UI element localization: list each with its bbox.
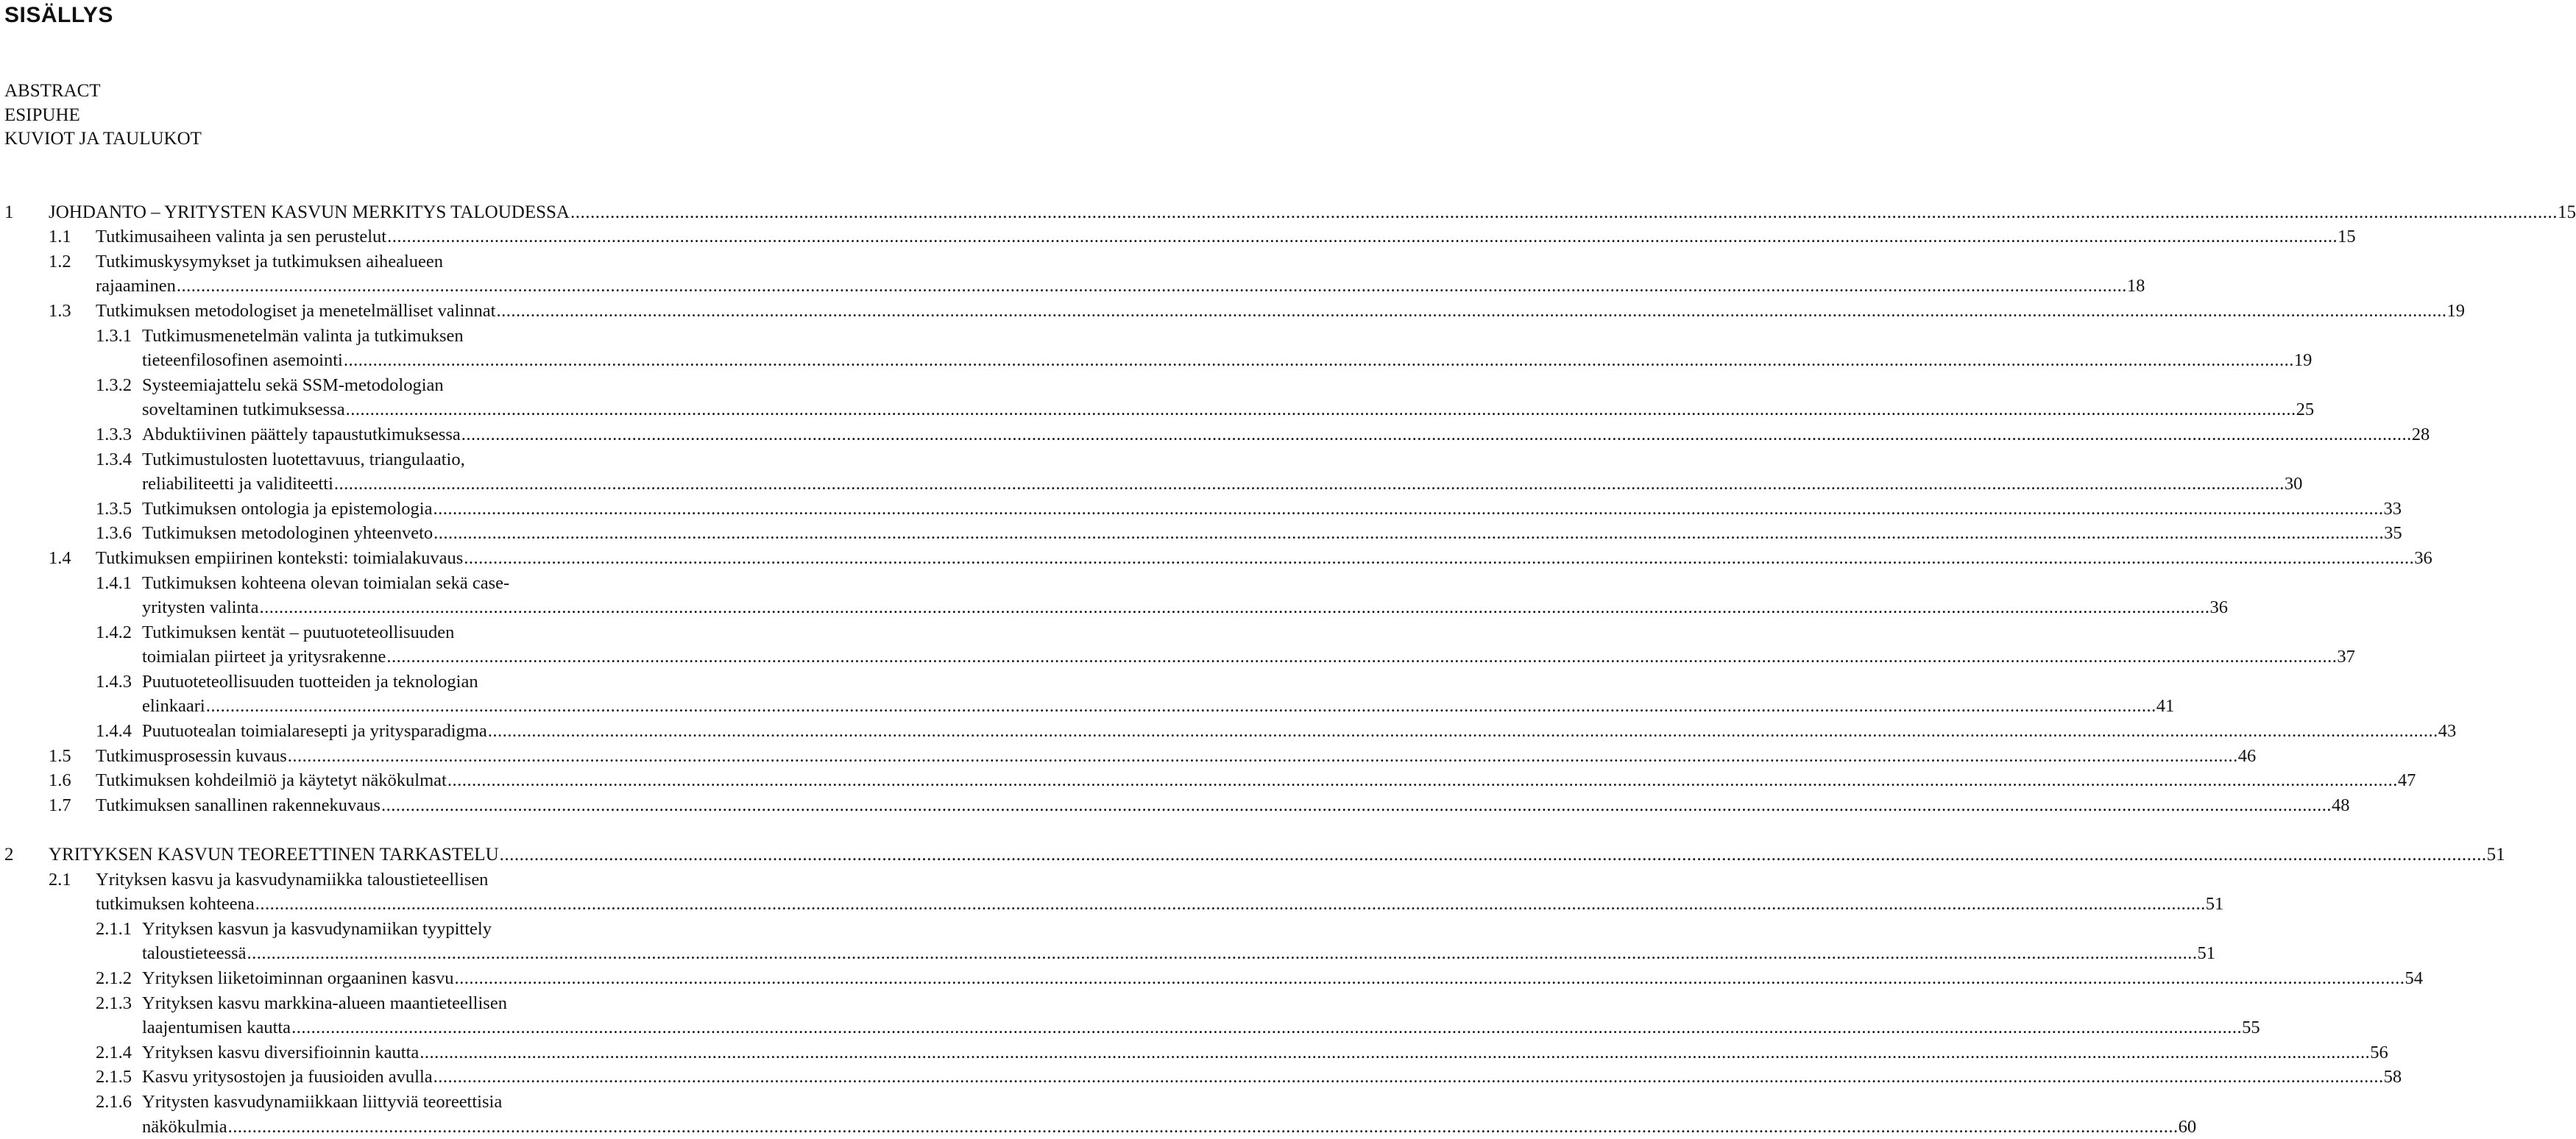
toc-entry-body xyxy=(142,324,2313,373)
dot-leader: ................................................................................................................................................................................................................................................................................................................................................................................................................ xyxy=(345,400,2296,420)
toc-entry[interactable] xyxy=(0,744,2257,769)
toc-entry-body xyxy=(142,447,2303,497)
toc-entry-page-number: 47 xyxy=(2397,770,2416,791)
toc-entry-number: 1.3.3 xyxy=(96,424,132,444)
toc-entry-title-line: reliabiliteetti ja validiteetti xyxy=(142,474,333,494)
toc-entry-page-number: 54 xyxy=(2405,968,2423,988)
toc-entry-page-number: 51 xyxy=(2197,943,2216,964)
toc-entry[interactable] xyxy=(0,842,2505,867)
front-matter-list xyxy=(4,79,202,152)
dot-leader: ................................................................................................................................................................................................................................................................................................................................................................................................................ xyxy=(205,696,2156,717)
toc-entry-body xyxy=(96,793,2350,818)
toc-entry-body xyxy=(142,966,2423,991)
toc-entry-title-line: Tutkimusmenetelmän valinta ja tutkimuksen xyxy=(142,325,464,346)
toc-entry[interactable] xyxy=(0,1065,2402,1090)
toc-entry-title-line: Tutkimuskysymykset ja tutkimuksen aihealueen xyxy=(96,251,444,272)
toc-entry-page-number: 56 xyxy=(2370,1042,2388,1062)
toc-entry-title-line: Tutkimuksen empiirinen konteksti: toimialakuvaus xyxy=(96,547,464,568)
toc-entry-body xyxy=(96,249,2145,299)
toc-entry-page-number: 60 xyxy=(2178,1116,2197,1137)
toc-entry-last-line xyxy=(142,645,2355,670)
toc-entry-last-line xyxy=(49,200,2576,225)
toc-entry-number: 2.1.1 xyxy=(96,918,132,939)
toc-entry-title-line: Yrityksen kasvu markkina-alueen maantieteellisen xyxy=(142,993,507,1013)
dot-leader: ................................................................................................................................................................................................................................................................................................................................................................................................................ xyxy=(433,1067,2384,1087)
dot-leader: ................................................................................................................................................................................................................................................................................................................................................................................................................ xyxy=(499,845,2487,865)
toc-entry-last-line xyxy=(96,892,2224,917)
toc-entry[interactable] xyxy=(0,521,2402,546)
toc-entry-page-number: 43 xyxy=(2438,721,2457,742)
toc-entry-title-line: taloustieteessä xyxy=(142,943,247,964)
toc-entry-page-number: 55 xyxy=(2242,1018,2260,1038)
dot-leader: ................................................................................................................................................................................................................................................................................................................................................................................................................ xyxy=(570,202,2558,222)
toc-entry-title-line: Yrityksen liiketoiminnan orgaaninen kasvu xyxy=(142,968,454,988)
toc-entry-page-number: 19 xyxy=(2446,300,2465,321)
toc-entry-body xyxy=(142,1065,2402,1090)
toc-entry-number: 1.3.5 xyxy=(96,498,132,519)
toc-entry-title-line: Tutkimuksen sanallinen rakennekuvaus xyxy=(96,795,381,815)
toc-entry-body xyxy=(96,867,2224,917)
toc-entry-page-number: 35 xyxy=(2384,523,2402,544)
toc-entry-page-number: 51 xyxy=(2486,845,2505,865)
toc-entry-page-number: 30 xyxy=(2284,474,2303,494)
toc-entry-last-line xyxy=(142,497,2402,522)
toc-entry-body xyxy=(142,571,2229,620)
dot-leader: ................................................................................................................................................................................................................................................................................................................................................................................................................ xyxy=(386,647,2338,667)
toc-entry-title-line: tieteenfilosofinen asemointi xyxy=(142,350,343,371)
toc-entry-last-line xyxy=(96,224,2356,249)
toc-entry-title-line: Tutkimustulosten luotettavuus, triangulaatio, xyxy=(142,449,465,469)
toc-entry-last-line xyxy=(142,1015,2260,1040)
toc-entry[interactable] xyxy=(0,497,2402,522)
toc-entry-number: 2.1.2 xyxy=(96,968,132,988)
toc-entry-body xyxy=(142,917,2216,966)
dot-leader: ................................................................................................................................................................................................................................................................................................................................................................................................................ xyxy=(343,350,2294,371)
toc-entry-body xyxy=(96,768,2416,793)
dot-leader: ................................................................................................................................................................................................................................................................................................................................................................................................................ xyxy=(447,770,2398,791)
toc-entry[interactable] xyxy=(0,917,2216,966)
toc-entry-body xyxy=(49,842,2505,867)
dot-leader: ................................................................................................................................................................................................................................................................................................................................................................................................................ xyxy=(291,1018,2243,1038)
toc-entry-title-line: Yrityksen kasvun ja kasvudynamiikan tyypittely xyxy=(142,918,492,939)
toc-entry-number: 1.1 xyxy=(49,227,71,247)
dot-leader: ................................................................................................................................................................................................................................................................................................................................................................................................................ xyxy=(487,721,2438,742)
toc-entry-number: 1.3.6 xyxy=(96,523,132,544)
toc-entry-page-number: 36 xyxy=(2414,547,2432,568)
toc-entry-last-line xyxy=(96,299,2465,324)
toc-entry[interactable] xyxy=(0,324,2313,373)
toc-entry-title-line: Tutkimuksen kohteena olevan toimialan sekä case- xyxy=(142,572,510,593)
toc-entry-last-line xyxy=(96,744,2257,769)
toc-entry-number: 1.4.4 xyxy=(96,721,132,742)
toc-entry[interactable] xyxy=(0,571,2229,620)
toc-entry-number: 1.4.2 xyxy=(96,622,132,642)
toc-entry-title-line: Systeemiajattelu sekä SSM-metodologian xyxy=(142,375,444,395)
toc-entry-number: 1.3.4 xyxy=(96,449,132,469)
toc-entry-page-number: 15 xyxy=(2338,227,2356,247)
toc-entry-number: 1.4 xyxy=(49,547,71,568)
toc-entry-body xyxy=(142,719,2457,744)
toc-entry-body xyxy=(142,521,2402,546)
toc-entry-page-number: 25 xyxy=(2296,400,2315,420)
dot-leader: ................................................................................................................................................................................................................................................................................................................................................................................................................ xyxy=(454,968,2405,988)
dot-leader: ................................................................................................................................................................................................................................................................................................................................................................................................................ xyxy=(433,498,2384,519)
toc-entry[interactable] xyxy=(0,1090,2197,1139)
toc-entry-number: 1.3.1 xyxy=(96,325,132,346)
toc-entry[interactable] xyxy=(0,966,2423,991)
front-matter-item[interactable]: ESIPUHE xyxy=(4,104,80,125)
toc-entry-title-line: yritysten valinta xyxy=(142,597,259,618)
toc-entry[interactable] xyxy=(0,373,2315,422)
toc-entry-page-number: 28 xyxy=(2411,424,2430,444)
toc-entry-last-line xyxy=(142,422,2430,447)
toc-entry-last-line xyxy=(142,521,2402,546)
toc-entry-title-line: Tutkimuksen kohdeilmiö ja käytetyt näkökulmat xyxy=(96,770,447,791)
toc-entry-body xyxy=(142,991,2260,1040)
toc-entry-number: 1 xyxy=(4,202,14,222)
toc-entry-title-line: Tutkimuksen ontologia ja epistemologia xyxy=(142,498,433,519)
toc-entry-number: 2.1 xyxy=(49,869,71,890)
toc-entry-page-number: 41 xyxy=(2156,696,2175,717)
toc-entry-title-line: toimialan piirteet ja yritysrakenne xyxy=(142,647,386,667)
toc-entry[interactable] xyxy=(0,867,2224,917)
toc-entry-last-line xyxy=(49,842,2505,867)
toc-entry[interactable] xyxy=(0,991,2260,1040)
toc-entry-title-line: tutkimuksen kohteena xyxy=(96,894,255,915)
toc-entry-title-line: Kasvu yritysostojen ja fuusioiden avulla xyxy=(142,1067,433,1087)
toc-entry-number: 1.2 xyxy=(49,251,71,272)
toc-entry-last-line xyxy=(142,694,2175,719)
dot-leader: ................................................................................................................................................................................................................................................................................................................................................................................................................ xyxy=(461,424,2412,444)
toc-entry-title-line: Tutkimusaiheen valinta ja sen perustelut xyxy=(96,227,387,247)
toc-entry[interactable] xyxy=(0,299,2465,324)
toc-entry-last-line xyxy=(96,793,2350,818)
toc-entry[interactable] xyxy=(0,719,2457,744)
toc-entry[interactable] xyxy=(0,1040,2388,1065)
toc-entry-body xyxy=(142,1090,2197,1139)
toc-entry-title-line: JOHDANTO – YRITYSTEN KASVUN MERKITYS TALOUDESSA xyxy=(49,202,570,222)
toc-entry-body xyxy=(142,1040,2388,1065)
toc-entry-body xyxy=(142,497,2402,522)
toc-entry-number: 1.4.1 xyxy=(96,572,132,593)
toc-entry-page-number: 33 xyxy=(2383,498,2402,519)
toc-entry-last-line xyxy=(96,768,2416,793)
toc-entry-page-number: 51 xyxy=(2205,894,2224,915)
toc-entry-page-number: 18 xyxy=(2126,276,2145,297)
toc-entry-number: 2 xyxy=(4,845,14,865)
toc-entry-body xyxy=(96,224,2356,249)
toc-entry-number: 2.1.3 xyxy=(96,993,132,1013)
toc-entry-title-line: Abduktiivinen päättely tapaustutkimuksessa xyxy=(142,424,461,444)
toc-entry-title-line: elinkaari xyxy=(142,696,205,717)
toc-entry[interactable] xyxy=(0,546,2432,571)
toc-entry-page-number: 36 xyxy=(2209,597,2229,618)
toc-entry-number: 1.6 xyxy=(49,770,71,791)
toc-entry-last-line xyxy=(142,941,2216,966)
toc-entry-title-line: Yrityksen kasvu diversifioinnin kautta xyxy=(142,1042,420,1062)
front-matter-item[interactable]: KUVIOT JA TAULUKOT xyxy=(4,129,202,149)
toc-entry-page-number: 58 xyxy=(2383,1067,2402,1087)
toc-entry-body xyxy=(142,422,2430,447)
toc-entry-title-line: rajaaminen xyxy=(96,276,176,297)
toc-entry-body xyxy=(142,373,2315,422)
toc-entry-title-line: Yrityksen kasvu ja kasvudynamiikka taloustieteellisen xyxy=(96,869,489,890)
dot-leader: ................................................................................................................................................................................................................................................................................................................................................................................................................ xyxy=(255,894,2206,915)
toc-entry-title-line: Tutkimusprosessin kuvaus xyxy=(96,745,287,766)
toc-entry-body xyxy=(96,546,2432,571)
toc-entry[interactable] xyxy=(0,200,2576,225)
toc-entry-title-line: Tutkimuksen metodologinen yhteenveto xyxy=(142,523,434,544)
toc-entry-last-line xyxy=(142,1065,2402,1090)
toc-entry-number: 2.1.6 xyxy=(96,1091,132,1112)
dot-leader: ................................................................................................................................................................................................................................................................................................................................................................................................................ xyxy=(247,943,2198,964)
toc-entry[interactable] xyxy=(0,768,2416,793)
toc-entry-page-number: 15 xyxy=(2557,202,2576,222)
toc-entry[interactable] xyxy=(0,620,2355,670)
dot-leader: ................................................................................................................................................................................................................................................................................................................................................................................................................ xyxy=(227,1116,2179,1137)
toc-entry-body xyxy=(96,299,2465,324)
toc-entry-number: 1.5 xyxy=(49,745,71,766)
toc-entry-title-line: Yritysten kasvudynamiikkaan liittyviä teoreettisia xyxy=(142,1091,503,1112)
dot-leader: ................................................................................................................................................................................................................................................................................................................................................................................................................ xyxy=(259,597,2210,618)
toc-entry-body xyxy=(142,670,2175,719)
toc-entry[interactable] xyxy=(0,422,2430,447)
toc-entry[interactable] xyxy=(0,793,2350,818)
dot-leader: ................................................................................................................................................................................................................................................................................................................................................................................................................ xyxy=(434,523,2385,544)
dot-leader: ................................................................................................................................................................................................................................................................................................................................................................................................................ xyxy=(333,474,2285,494)
toc-entry-title-line: YRITYKSEN KASVUN TEOREETTINEN TARKASTELU xyxy=(49,845,499,865)
toc-entry-title-line: laajentumisen kautta xyxy=(142,1018,291,1038)
toc-entry-number: 1.7 xyxy=(49,795,71,815)
dot-leader: ................................................................................................................................................................................................................................................................................................................................................................................................................ xyxy=(381,795,2332,815)
toc-entry-title-line: Tutkimuksen kentät – puutuoteteollisuuden xyxy=(142,622,455,642)
toc-entry-page-number: 46 xyxy=(2237,745,2257,766)
table-of-contents xyxy=(0,175,2576,1139)
toc-entry-page-number: 48 xyxy=(2331,795,2350,815)
toc-entry-number: 2.1.4 xyxy=(96,1042,132,1062)
toc-entry-title-line: näkökulmia xyxy=(142,1116,227,1137)
toc-entry-last-line xyxy=(142,348,2313,373)
toc-entry-last-line xyxy=(142,1115,2197,1139)
page-title: SISÄLLYS xyxy=(4,3,113,27)
dot-leader: ................................................................................................................................................................................................................................................................................................................................................................................................................ xyxy=(176,276,2127,297)
toc-entry-page-number: 37 xyxy=(2337,647,2355,667)
toc-entry-body xyxy=(96,744,2257,769)
toc-entry-last-line xyxy=(142,397,2315,422)
dot-leader: ................................................................................................................................................................................................................................................................................................................................................................................................................ xyxy=(287,745,2238,766)
toc-entry[interactable] xyxy=(0,224,2356,249)
toc-entry-last-line xyxy=(142,472,2303,497)
toc-entry-title-line: Puutuoteteollisuuden tuotteiden ja teknologian xyxy=(142,671,478,692)
dot-leader: ................................................................................................................................................................................................................................................................................................................................................................................................................ xyxy=(387,227,2338,247)
dot-leader: ................................................................................................................................................................................................................................................................................................................................................................................................................ xyxy=(496,300,2447,321)
toc-entry[interactable] xyxy=(0,447,2303,497)
toc-entry-last-line xyxy=(142,595,2229,620)
toc-entry-body xyxy=(142,620,2355,670)
toc-entry-title-line: Puutuotealan toimialaresepti ja yritysparadigma xyxy=(142,721,487,742)
toc-entry-last-line xyxy=(142,1040,2388,1065)
dot-leader: ................................................................................................................................................................................................................................................................................................................................................................................................................ xyxy=(420,1042,2371,1062)
toc-entry-title-line: soveltaminen tutkimuksessa xyxy=(142,400,345,420)
toc-entry-last-line xyxy=(142,966,2423,991)
toc-entry-last-line xyxy=(142,719,2457,744)
dot-leader: ................................................................................................................................................................................................................................................................................................................................................................................................................ xyxy=(464,547,2415,568)
toc-entry-last-line xyxy=(96,546,2432,571)
toc-entry-number: 1.3.2 xyxy=(96,375,132,395)
toc-entry-last-line xyxy=(96,274,2145,299)
toc-entry-body xyxy=(49,200,2576,225)
toc-entry-number: 2.1.5 xyxy=(96,1067,132,1087)
front-matter-item[interactable]: ABSTRACT xyxy=(4,81,101,101)
toc-entry-number: 1.3 xyxy=(49,300,71,321)
toc-entry-number: 1.4.3 xyxy=(96,671,132,692)
toc-entry-page-number: 19 xyxy=(2293,350,2313,371)
toc-entry[interactable] xyxy=(0,249,2145,299)
toc-entry[interactable] xyxy=(0,670,2175,719)
toc-entry-title-line: Tutkimuksen metodologiset ja menetelmälliset valinnat xyxy=(96,300,496,321)
